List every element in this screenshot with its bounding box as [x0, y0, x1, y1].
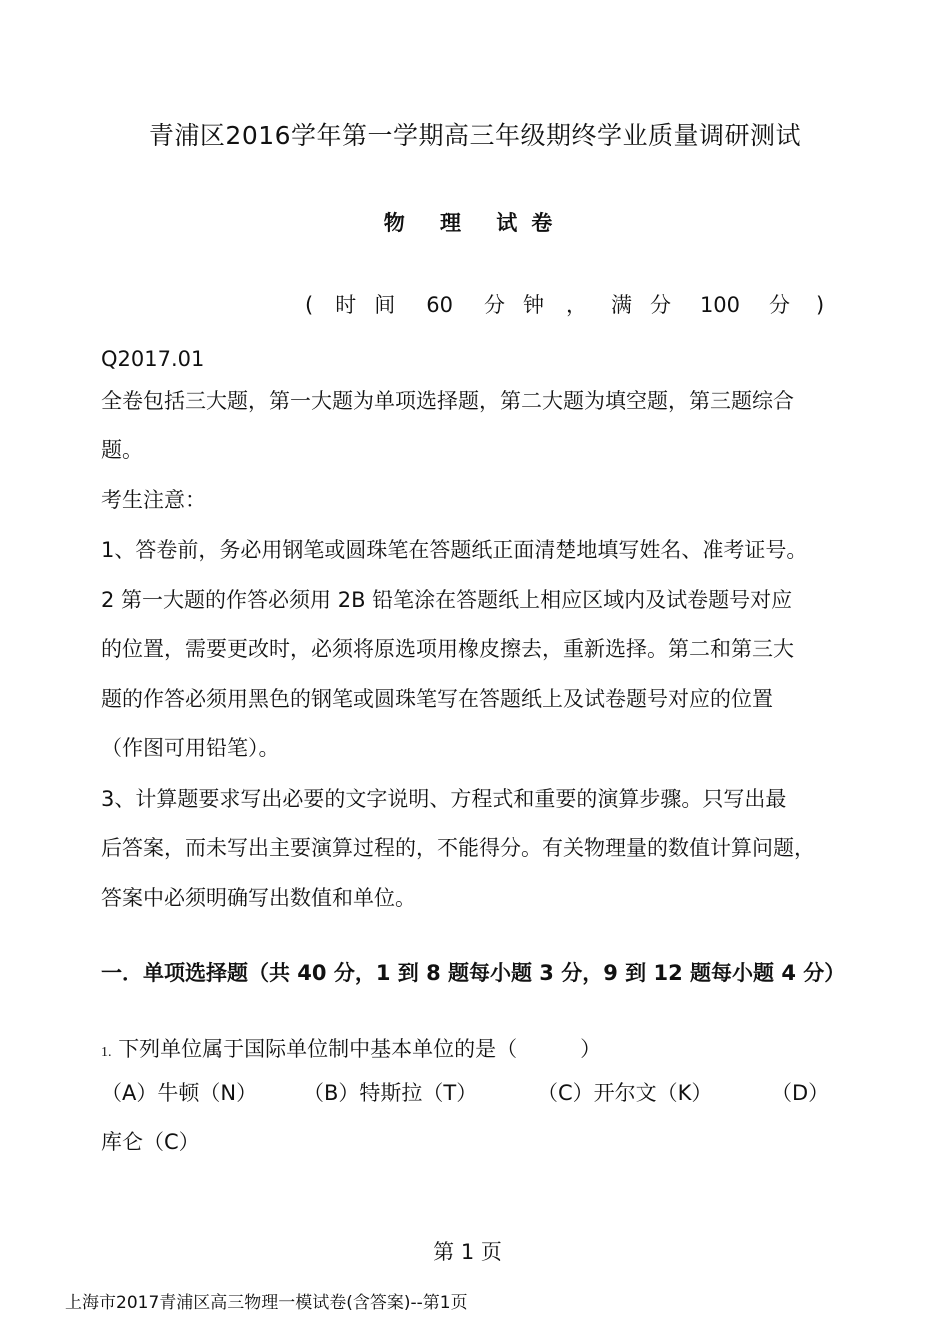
- question-1-option-d: （D）: [771, 1081, 830, 1105]
- time-token: 间: [374, 293, 396, 317]
- notice-item-3-line: 3、计算题要求写出必要的文字说明、方程式和重要的演算步骤。只写出最: [101, 787, 787, 811]
- notice-item-2-line: 的位置，需要更改时，必须将原选项用橡皮擦去，重新选择。第二和第三大: [101, 637, 794, 661]
- time-token: ，: [565, 293, 587, 317]
- time-token: 60: [426, 293, 453, 317]
- page-number: 第 1 页: [433, 1240, 502, 1264]
- time-token: 分: [649, 293, 671, 317]
- footer-note: 上海市2017青浦区高三物理一模试卷(含答案)--第1页: [65, 1293, 468, 1313]
- section-1-heading: 一．单项选择题（共 40 分，1 到 8 题每小题 3 分，9 到 12 题每小题 4 分）: [101, 961, 846, 985]
- question-number: 1.: [101, 1045, 112, 1060]
- notice-item-3-line: 答案中必须明确写出数值和单位。: [101, 886, 416, 910]
- intro-line: 全卷包括三大题，第一大题为单项选择题，第二大题为填空题，第三题综合: [101, 389, 794, 413]
- time-token: ): [816, 293, 825, 317]
- notice-item-3-line: 后答案，而未写出主要演算过程的，不能得分。有关物理量的数值计算问题，: [101, 836, 815, 860]
- notice-item-2-line: （作图可用铅笔）。: [101, 736, 280, 760]
- question-1-option-b: （B）特斯拉（T）: [303, 1081, 478, 1105]
- question-1-option-c: （C）开尔文（K）: [537, 1081, 713, 1105]
- question-1-option-a: （A）牛顿（N）: [101, 1081, 258, 1105]
- time-token: 100: [699, 293, 741, 317]
- question-text: 下列单位属于国际单位制中基本单位的是（ ）: [118, 1037, 602, 1061]
- notice-item-1: 1、答卷前，务必用钢笔或圆珠笔在答题纸正面清楚地填写姓名、准考证号。: [101, 538, 808, 562]
- question-1-option-d-text: 库仑（C）: [101, 1130, 200, 1154]
- time-token: 时: [335, 293, 357, 317]
- document-title: 青浦区2016学年第一学期高三年级期终学业质量调研测试: [148, 121, 802, 150]
- notice-item-2-line: 2 第一大题的作答必须用 2B 铅笔涂在答题纸上相应区域内及试卷题号对应: [101, 588, 793, 612]
- time-token: 分: [769, 293, 791, 317]
- time-token: 满: [610, 293, 632, 317]
- notice-heading: 考生注意：: [101, 488, 206, 512]
- time-token: (: [305, 293, 314, 317]
- exam-code: Q2017.01: [101, 347, 205, 371]
- time-token: 分: [483, 293, 505, 317]
- exam-duration-line: [305, 289, 824, 319]
- intro-line: 题。: [101, 438, 143, 462]
- time-token: 钟: [522, 293, 544, 317]
- subject-title: 物 理 试卷: [383, 211, 567, 235]
- notice-item-2-line: 题的作答必须用黑色的钢笔或圆珠笔写在答题纸上及试卷题号对应的位置: [101, 687, 773, 711]
